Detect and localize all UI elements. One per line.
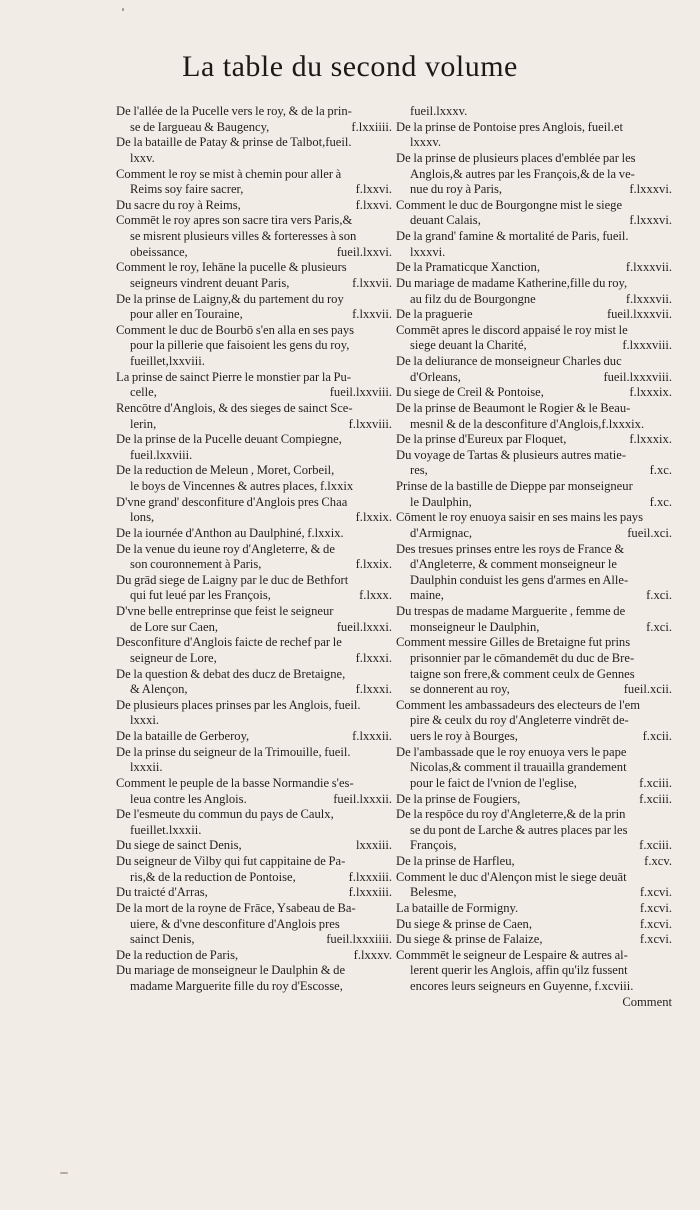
entry-text: se misrent plusieurs villes & forteresses à son bbox=[130, 229, 357, 243]
entry-text: se donnerent au roy, bbox=[410, 682, 510, 697]
entry-text: Comment le roy se mist à chemin pour aller à bbox=[116, 166, 342, 181]
left-entry-line bbox=[116, 213, 392, 229]
right-entry-line bbox=[396, 932, 672, 948]
folio-reference: f.xci. bbox=[646, 588, 672, 603]
entry-text: fueil.lxxviii. bbox=[130, 447, 193, 462]
entry-text: D'vne belle entreprinse que feist le seigneur bbox=[116, 604, 334, 618]
right-entry-line bbox=[396, 182, 672, 198]
left-entry-line bbox=[116, 276, 392, 292]
folio-reference: f.xciii. bbox=[639, 775, 672, 790]
entry-text: De la prinse de plusieurs places d'emblée par les bbox=[396, 150, 636, 165]
entry-text: fueillet.lxxxii. bbox=[130, 822, 202, 837]
right-entry-line bbox=[396, 526, 672, 542]
entry-text: La bataille de Formigny. bbox=[396, 900, 519, 915]
folio-reference: f.lxxxvii. bbox=[625, 260, 672, 275]
folio-reference: fueil.lxxxvii. bbox=[606, 307, 672, 322]
entry-text: De la iournée d'Anthon au Daulphiné, f.lxxix. bbox=[116, 525, 344, 540]
folio-reference: fueil.xci. bbox=[627, 525, 672, 540]
folio-reference: f.lxxvii. bbox=[352, 307, 392, 322]
right-entry-line bbox=[396, 604, 672, 620]
entry-text: La prinse de sainct Pierre le monstier par la Pu- bbox=[116, 369, 352, 384]
entry-text: lxxxv. bbox=[410, 135, 442, 150]
left-entry-line bbox=[116, 729, 392, 745]
folio-reference: f.xc. bbox=[649, 494, 672, 509]
right-entry-line bbox=[396, 917, 672, 933]
entry-text: monseigneur le Daulphin, bbox=[410, 619, 540, 634]
entry-text: d'Armignac, bbox=[410, 525, 473, 540]
right-entry-line bbox=[396, 463, 672, 479]
entry-text: Rencōtre d'Anglois, & des sieges de sainct Sce- bbox=[116, 400, 353, 415]
entry-text: De la praguerie bbox=[396, 307, 473, 322]
entry-text: De la reduction de Meleun , Moret, Corbeil, bbox=[116, 463, 335, 478]
entry-text: Daulphin conduist les gens d'armes en Alle- bbox=[410, 572, 629, 587]
folio-reference: fueil.lxxxviii. bbox=[603, 369, 672, 384]
entry-text: De la mort de la royne de Frāce, Ysabeau de Ba- bbox=[116, 900, 356, 915]
right-entry-line bbox=[396, 276, 672, 292]
entry-text: prisonnier par le cōmandemēt du duc de Bre- bbox=[410, 650, 635, 665]
right-entry-line bbox=[396, 792, 672, 808]
right-entry-line bbox=[396, 323, 672, 339]
right-entry-line bbox=[396, 135, 672, 151]
entry-text: De la prinse de la Pucelle deuant Compiegne, bbox=[116, 432, 342, 447]
entry-text: De la prinse de Laigny,& du partement du roy bbox=[116, 291, 344, 306]
folio-reference: f.xc. bbox=[649, 463, 672, 478]
entry-text: uiere, & d'vne desconfiture d'Anglois pres bbox=[130, 916, 340, 931]
right-entry-line bbox=[396, 838, 672, 854]
entry-text: De la deliurance de monseigneur Charles duc bbox=[396, 354, 622, 368]
ink-speck bbox=[60, 1172, 68, 1174]
left-entry-line bbox=[116, 463, 392, 479]
entry-text: Des tresues prinses entre les roys de France & bbox=[396, 541, 625, 556]
entry-text: de Lore sur Caen, bbox=[130, 619, 219, 634]
entry-text: nue du roy à Paris, bbox=[410, 182, 503, 197]
entry-text: siege deuant la Charité, bbox=[410, 338, 527, 353]
entry-text: De l'esmeute du commun du pays de Caulx, bbox=[116, 807, 334, 822]
entry-text: De la bataille de Patay & prinse de Talbot,fueil. bbox=[116, 135, 352, 150]
left-entry-line bbox=[116, 307, 392, 323]
entry-text: Comment le duc d'Alençon mist le siege deuāt bbox=[396, 869, 627, 884]
folio-reference: f.xciii. bbox=[639, 791, 672, 806]
right-entry-line bbox=[396, 651, 672, 667]
entry-text: lerent querir les Anglois, affin qu'ilz fussent bbox=[410, 963, 628, 978]
left-entry-line bbox=[116, 557, 392, 573]
folio-reference: fueil.lxxviii. bbox=[329, 385, 392, 400]
folio-reference: f.lxxxiii. bbox=[348, 869, 392, 884]
left-entry-line bbox=[116, 948, 392, 964]
right-entry-line bbox=[396, 963, 672, 979]
right-entry-line bbox=[396, 260, 672, 276]
entry-text: leua contre les Anglois. bbox=[130, 791, 247, 806]
folio-reference: f.lxxix. bbox=[355, 510, 392, 525]
entry-text: fueillet,lxxviii. bbox=[130, 354, 205, 368]
folio-reference: f.lxxvi. bbox=[355, 182, 392, 197]
right-entry-line bbox=[396, 542, 672, 558]
left-entry-line bbox=[116, 588, 392, 604]
entry-text: De la prinse de Harfleu, bbox=[396, 854, 515, 868]
right-entry-line bbox=[396, 557, 672, 573]
folio-reference: fueil.lxxxi. bbox=[336, 619, 392, 634]
entry-text: François, bbox=[410, 838, 457, 853]
right-entry-line bbox=[396, 120, 672, 136]
right-entry-line bbox=[396, 948, 672, 964]
left-entry-line bbox=[116, 370, 392, 386]
left-entry-line bbox=[116, 526, 392, 542]
folio-reference: f.lxxxiii. bbox=[348, 885, 392, 900]
right-entry-line bbox=[396, 635, 672, 651]
left-entry-line bbox=[116, 542, 392, 558]
entry-text: pour aller en Touraine, bbox=[130, 307, 243, 322]
entry-text: Du seigneur de Vilby qui fut cappitaine de Pa- bbox=[116, 854, 346, 868]
left-entry-line bbox=[116, 979, 392, 995]
entry-text: Du mariage de madame Katherine,fille du roy, bbox=[396, 275, 628, 290]
right-entry-line bbox=[396, 698, 672, 714]
left-entry-line bbox=[116, 760, 392, 776]
folio-reference: fueil.xcii. bbox=[623, 682, 672, 697]
right-entry-line bbox=[396, 432, 672, 448]
entry-text: Comment le duc de Bourbō s'en alla en ses pays bbox=[116, 322, 355, 337]
left-entry-line bbox=[116, 807, 392, 823]
right-entry-line bbox=[396, 338, 672, 354]
entry-text: Anglois,& autres par les François,& de la ve- bbox=[410, 166, 635, 181]
entry-text: Comment le duc de Bourgongne mist le siege bbox=[396, 197, 623, 212]
entry-text: pour le faict de l'vnion de l'eglise, bbox=[410, 775, 577, 790]
folio-reference: f.lxxxviii. bbox=[622, 338, 672, 353]
entry-text: Comment messire Gilles de Bretaigne fut prins bbox=[396, 635, 631, 650]
ink-speck bbox=[122, 8, 124, 11]
folio-reference: fueil.lxxxii. bbox=[333, 791, 392, 806]
folio-reference: fueil.lxxvi. bbox=[336, 244, 392, 259]
entry-text: d'Angleterre, & comment monseigneur le bbox=[410, 557, 617, 572]
entry-text: d'Orleans, bbox=[410, 369, 461, 384]
right-entry-line bbox=[396, 292, 672, 308]
right-entry-line bbox=[396, 104, 672, 120]
folio-reference: f.xcii. bbox=[642, 729, 672, 743]
entry-text: pour la pillerie que faisoient les gens du roy, bbox=[130, 338, 350, 353]
entry-text: Commēt le roy apres son sacre tira vers Paris,& bbox=[116, 213, 353, 228]
entry-text: mesnil & de la desconfiture d'Anglois,f.lxxxix. bbox=[410, 416, 645, 431]
left-entry-line bbox=[116, 932, 392, 948]
entry-text: se de Iargueau & Baugency, bbox=[130, 119, 270, 134]
left-entry-line bbox=[116, 167, 392, 183]
folio-reference: f.lxxxv. bbox=[353, 947, 392, 962]
entry-text: De la question & debat des ducz de Bretaigne, bbox=[116, 666, 346, 681]
left-entry-line bbox=[116, 135, 392, 151]
folio-reference: f.xciii. bbox=[639, 838, 672, 853]
table-left-column bbox=[116, 104, 392, 995]
right-entry-line bbox=[396, 198, 672, 214]
right-entry-line bbox=[396, 448, 672, 464]
right-entry-line bbox=[396, 979, 672, 995]
left-entry-line bbox=[116, 260, 392, 276]
right-entry-line bbox=[396, 417, 672, 433]
right-entry-line bbox=[396, 682, 672, 698]
entry-text: Du sacre du roy à Reims, bbox=[116, 197, 241, 212]
entry-text: Commmēt le seigneur de Lespaire & autres al- bbox=[396, 947, 628, 962]
left-entry-line bbox=[116, 682, 392, 698]
entry-text: Comment les ambassadeurs des electeurs de l'em bbox=[396, 697, 641, 712]
right-entry-line bbox=[396, 495, 672, 511]
right-entry-line bbox=[396, 667, 672, 683]
entry-text: qui fut leué par les François, bbox=[130, 588, 271, 603]
entry-text: obeissance, bbox=[130, 244, 188, 259]
right-entry-line bbox=[396, 229, 672, 245]
folio-reference: f.lxxiiii. bbox=[351, 119, 392, 134]
entry-text: taigne son frere,& comment ceulx de Gennes bbox=[410, 666, 635, 681]
folio-reference: f.lxxxix. bbox=[629, 432, 672, 447]
entry-text: D'vne grand' desconfiture d'Anglois pres Chaa bbox=[116, 494, 348, 509]
entry-text: De la prinse de Fougiers, bbox=[396, 791, 521, 806]
right-entry-line bbox=[396, 245, 672, 261]
left-entry-line bbox=[116, 292, 392, 308]
entry-text: Du grād siege de Laigny par le duc de Bethfort bbox=[116, 572, 349, 587]
right-entry-line bbox=[396, 729, 672, 745]
folio-reference: f.lxxvi. bbox=[355, 197, 392, 212]
entry-text: Comment le peuple de la basse Normandie s'es- bbox=[116, 775, 354, 790]
left-entry-line bbox=[116, 354, 392, 370]
left-entry-line bbox=[116, 432, 392, 448]
right-entry-line bbox=[396, 776, 672, 792]
entry-text: pire & ceulx du roy d'Angleterre vindrēt de- bbox=[410, 713, 629, 728]
left-entry-line bbox=[116, 870, 392, 886]
right-entry-line bbox=[396, 807, 672, 823]
right-entry-line bbox=[396, 573, 672, 589]
left-entry-line bbox=[116, 885, 392, 901]
folio-reference: f.xcvi. bbox=[639, 885, 672, 900]
entry-text: madame Marguerite fille du roy d'Escosse, bbox=[130, 979, 343, 993]
entry-text: uers le roy à Bourges, bbox=[410, 729, 518, 743]
entry-text: De l'ambassade que le roy enuoya vers le pape bbox=[396, 744, 627, 759]
entry-text: sainct Denis, bbox=[130, 932, 195, 947]
entry-text: Du siege de sainct Denis, bbox=[116, 838, 242, 853]
entry-text: Cōment le roy enuoya saisir en ses mains les pays bbox=[396, 510, 643, 525]
entry-text: son couronnement à Paris, bbox=[130, 557, 262, 572]
left-entry-line bbox=[116, 510, 392, 526]
left-entry-line bbox=[116, 667, 392, 683]
folio-reference: f.xcvi. bbox=[639, 900, 672, 915]
left-entry-line bbox=[116, 963, 392, 979]
entry-text: ris,& de la reduction de Pontoise, bbox=[130, 869, 296, 884]
entry-text: De la bataille de Gerberoy, bbox=[116, 729, 250, 743]
entry-text: Du siege de Creil & Pontoise, bbox=[396, 385, 544, 400]
entry-text: lxxxii. bbox=[130, 760, 163, 775]
folio-reference: f.xcv. bbox=[644, 854, 672, 868]
left-entry-line bbox=[116, 651, 392, 667]
folio-reference: f.lxxvii. bbox=[352, 275, 392, 290]
entry-text: De la respōce du roy d'Angleterre,& de la prin bbox=[396, 807, 626, 822]
entry-text: se du pont de Larche & autres places par les bbox=[410, 822, 628, 837]
left-entry-line bbox=[116, 182, 392, 198]
folio-reference: f.xcvi. bbox=[639, 916, 672, 931]
entry-text: lxxxi. bbox=[130, 713, 160, 728]
right-entry-line bbox=[396, 588, 672, 604]
folio-reference: f.lxxxii. bbox=[352, 729, 392, 743]
right-entry-line bbox=[396, 620, 672, 636]
left-entry-line bbox=[116, 713, 392, 729]
entry-text: Du siege & prinse de Caen, bbox=[396, 916, 532, 931]
left-entry-line bbox=[116, 854, 392, 870]
left-entry-line bbox=[116, 745, 392, 761]
right-entry-line bbox=[396, 901, 672, 917]
right-entry-line bbox=[396, 307, 672, 323]
left-entry-line bbox=[116, 620, 392, 636]
left-entry-line bbox=[116, 495, 392, 511]
folio-reference: f.xcvi. bbox=[639, 932, 672, 947]
left-entry-line bbox=[116, 901, 392, 917]
right-entry-line bbox=[396, 885, 672, 901]
right-entry-line bbox=[396, 995, 672, 1011]
entry-text: res, bbox=[410, 463, 428, 478]
entry-text: fueil.lxxxv. bbox=[410, 104, 468, 118]
left-entry-line bbox=[116, 604, 392, 620]
entry-text: De plusieurs places prinses par les Anglois, fueil. bbox=[116, 697, 361, 712]
left-entry-line bbox=[116, 323, 392, 339]
right-entry-line bbox=[396, 713, 672, 729]
right-entry-line bbox=[396, 870, 672, 886]
left-entry-line bbox=[116, 792, 392, 808]
folio-reference: f.lxxxix. bbox=[629, 385, 672, 400]
right-entry-line bbox=[396, 354, 672, 370]
entry-text: Prinse de la bastille de Dieppe par monseigneur bbox=[396, 479, 633, 493]
entry-text: & Alençon, bbox=[130, 682, 188, 697]
left-entry-line bbox=[116, 198, 392, 214]
entry-text: Comment bbox=[622, 994, 672, 1009]
folio-reference: f.lxxxvii. bbox=[625, 291, 672, 306]
entry-text: De la prinse de Beaumont le Rogier & le Beau- bbox=[396, 400, 631, 415]
entry-text: Desconfiture d'Anglois faicte de rechef par le bbox=[116, 635, 342, 650]
right-entry-line bbox=[396, 823, 672, 839]
entry-text: Nicolas,& comment il trauailla grandement bbox=[410, 760, 627, 775]
right-entry-line bbox=[396, 385, 672, 401]
left-entry-line bbox=[116, 823, 392, 839]
entry-text: Du voyage de Tartas & plusieurs autres matie- bbox=[396, 447, 627, 462]
entry-text: De la grand' famine & mortalité de Paris, fueil. bbox=[396, 229, 629, 243]
right-entry-line bbox=[396, 370, 672, 386]
left-entry-line bbox=[116, 401, 392, 417]
entry-text: Reims soy faire sacrer, bbox=[130, 182, 244, 197]
entry-text: Du trespas de madame Marguerite , femme de bbox=[396, 604, 626, 618]
right-entry-line bbox=[396, 167, 672, 183]
left-entry-line bbox=[116, 104, 392, 120]
entry-text: deuant Calais, bbox=[410, 213, 481, 228]
left-entry-line bbox=[116, 245, 392, 261]
folio-reference: f.lxxxi. bbox=[355, 650, 392, 665]
folio-reference: fueil.lxxxiiii. bbox=[326, 932, 392, 947]
entry-text: Du mariage de monseigneur le Daulphin & de bbox=[116, 963, 346, 978]
entry-text: encores leurs seigneurs en Guyenne, f.xcviii. bbox=[410, 979, 634, 993]
right-entry-line bbox=[396, 151, 672, 167]
left-entry-line bbox=[116, 448, 392, 464]
entry-text: maine, bbox=[410, 588, 444, 603]
entry-text: De la reduction de Paris, bbox=[116, 947, 239, 962]
folio-reference: f.lxxix. bbox=[355, 557, 392, 572]
right-entry-line bbox=[396, 401, 672, 417]
entry-text: lxxxvi. bbox=[410, 244, 446, 259]
right-entry-line bbox=[396, 510, 672, 526]
entry-text: De la prinse du seigneur de la Trimouille, fueil. bbox=[116, 744, 351, 759]
left-entry-line bbox=[116, 417, 392, 433]
folio-reference: lxxxiii. bbox=[355, 838, 392, 853]
left-entry-line bbox=[116, 838, 392, 854]
entry-text: De l'allée de la Pucelle vers le roy, & de la prin- bbox=[116, 104, 352, 118]
entry-text: Belesme, bbox=[410, 885, 457, 900]
left-entry-line bbox=[116, 573, 392, 589]
entry-text: lons, bbox=[130, 510, 155, 525]
left-entry-line bbox=[116, 635, 392, 651]
entry-text: De la Pramaticque Xanction, bbox=[396, 260, 540, 275]
left-entry-line bbox=[116, 917, 392, 933]
entry-text: De la prinse de Pontoise pres Anglois, fueil.et bbox=[396, 119, 623, 134]
entry-text: Commēt apres le discord appaisé le roy mist le bbox=[396, 322, 628, 337]
entry-text: au filz du de Bourgongne bbox=[410, 291, 536, 306]
entry-text: seigneurs vindrent deuant Paris, bbox=[130, 275, 290, 290]
entry-text: Comment le roy, Iehāne la pucelle & plusieurs bbox=[116, 260, 347, 275]
right-entry-line bbox=[396, 213, 672, 229]
folio-reference: f.xci. bbox=[646, 619, 672, 634]
left-entry-line bbox=[116, 698, 392, 714]
folio-reference: f.lxxxvi. bbox=[629, 213, 672, 228]
folio-reference: f.lxxviii. bbox=[348, 416, 392, 431]
entry-text: Du siege & prinse de Falaize, bbox=[396, 932, 543, 947]
left-entry-line bbox=[116, 120, 392, 136]
page-title: La table du second volume bbox=[182, 50, 518, 83]
left-entry-line bbox=[116, 151, 392, 167]
left-entry-line bbox=[116, 385, 392, 401]
folio-reference: f.lxxxvi. bbox=[629, 182, 672, 197]
right-entry-line bbox=[396, 745, 672, 761]
entry-text: le boys de Vincennes & autres places, f.lxxix bbox=[130, 479, 354, 493]
left-entry-line bbox=[116, 776, 392, 792]
left-entry-line bbox=[116, 229, 392, 245]
entry-text: Du traicté d'Arras, bbox=[116, 885, 208, 900]
right-entry-line bbox=[396, 760, 672, 776]
entry-text: lerin, bbox=[130, 416, 157, 431]
table-right-column bbox=[396, 104, 672, 1010]
folio-reference: f.lxxxi. bbox=[355, 682, 392, 697]
right-entry-line bbox=[396, 854, 672, 870]
entry-text: le Daulphin, bbox=[410, 494, 472, 509]
right-entry-line bbox=[396, 479, 672, 495]
entry-text: lxxv. bbox=[130, 150, 155, 165]
left-entry-line bbox=[116, 479, 392, 495]
entry-text: De la venue du ieune roy d'Angleterre, & de bbox=[116, 541, 335, 556]
entry-text: seigneur de Lore, bbox=[130, 650, 217, 665]
entry-text: celle, bbox=[130, 385, 157, 400]
left-entry-line bbox=[116, 338, 392, 354]
entry-text: De la prinse d'Eureux par Floquet, bbox=[396, 432, 567, 447]
folio-reference: f.lxxx. bbox=[359, 588, 392, 603]
